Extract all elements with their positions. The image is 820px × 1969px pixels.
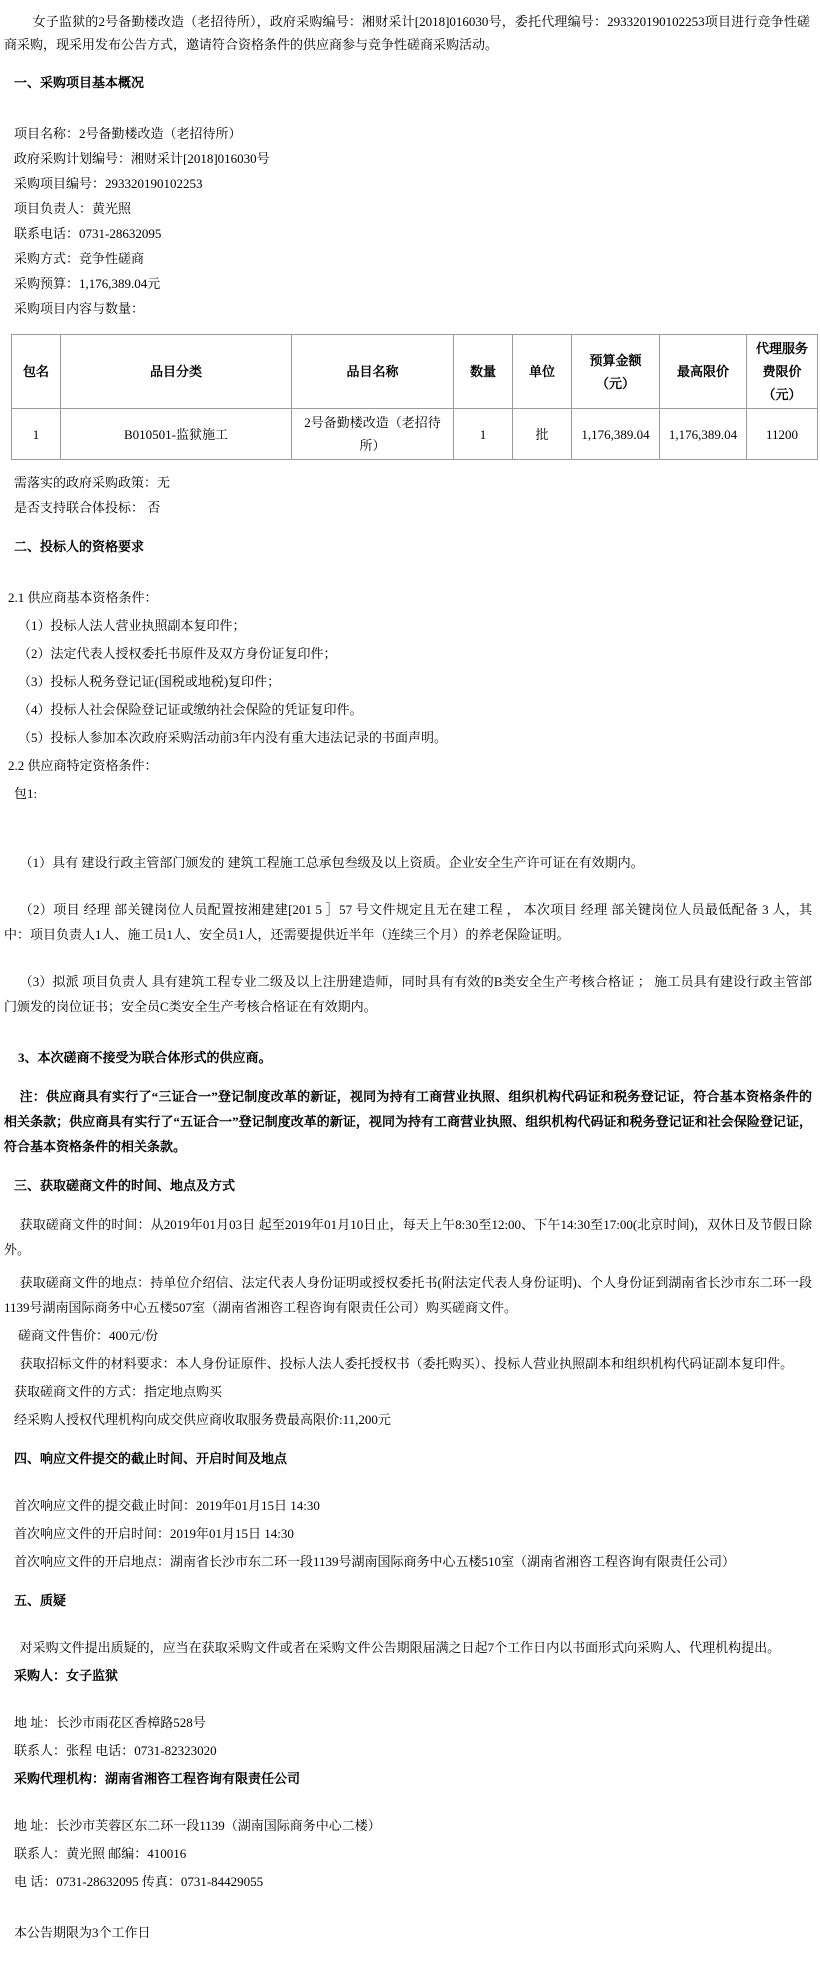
section-3-heading: 三、获取磋商文件的时间、地点及方式 (14, 1178, 236, 1193)
clause-2-2-label: 2.2 供应商特定资格条件： (8, 758, 158, 773)
col-header-quantity: 数量 (454, 335, 513, 409)
agency-heading: 采购代理机构：湖南省湘咨工程咨询有限责任公司 (14, 1771, 301, 1786)
objection-paragraph: 对采购文件提出质疑的，应当在获取采购文件或者在采购文件公告期限届满之日起7个工作日内以书面形式向采购人、代理机构提出。 (19, 1640, 781, 1655)
package-1-label: 包1: (14, 786, 38, 801)
policy-line: 需落实的政府采购政策：无 (14, 475, 171, 490)
cell-package: 1 (12, 409, 61, 460)
clause-2-1-label: 2.1 供应商基本资格条件： (8, 590, 158, 605)
col-header-package: 包名 (12, 335, 61, 409)
clause-3-no-consortium: 3、本次磋商不接受为联合体形式的供应商。 (18, 1050, 272, 1065)
cell-agency-fee: 11200 (747, 409, 818, 460)
project-name-line: 项目名称：2号备勤楼改造（老招待所） (14, 126, 242, 141)
col-header-max-price: 最高限价 (660, 335, 747, 409)
document-time-paragraph: 获取磋商文件的时间：从2019年01月03日 起至2019年01月10日止，每天上午8:30至12:00、下午14:30至17:00(北京时间)，双休日及节假日除外。 (4, 1217, 812, 1257)
cell-quantity: 1 (454, 409, 513, 460)
basic-condition-3: （3）投标人税务登记证(国税或地税)复印件； (18, 674, 281, 689)
cell-category: B010501-监狱施工 (61, 409, 292, 460)
basic-condition-5: （5）投标人参加本次政府采购活动前3年内没有重大违法记录的书面声明。 (18, 730, 448, 745)
specific-condition-2: （2）项目 经理 部关键岗位人员配置按湘建建[201 5 ］57 号文件规定且无在建工程 ， 本次项目 经理 部关键岗位人员最低配备 3 人，其中：项目负责人1人、施工员1人、安全员1人，还需要提供近半年（连续三个月）的养老保险证明。 (4, 902, 812, 942)
col-header-agency-fee: 代理服务费限价（元） (747, 335, 818, 409)
section-5-heading: 五、质疑 (14, 1593, 67, 1608)
intro-paragraph: 女子监狱的2号备勤楼改造（老招待所），政府采购编号：湘财采计[2018]016030号，委托代理编号：293320190102253项目进行竞争性磋商采购，现采用发布公告方式，邀请符合资格条件的供应商参与竞争性磋商采购活动。 (4, 14, 810, 52)
document-location-paragraph: 获取磋商文件的地点：持单位介绍信、法定代表人身份证明或授权委托书(附法定代表人身份证明)、个人身份证到湖南省长沙市东二环一段1139号湖南国际商务中心五楼507室（湖南省湘咨工程咨询有限责任公司）购买磋商文件。 (4, 1275, 812, 1315)
buyer-heading: 采购人：女子监狱 (14, 1668, 119, 1683)
agency-contact-line: 联系人：黄光照 邮编：410016 (14, 1846, 187, 1861)
col-header-item-name: 品目名称 (292, 335, 454, 409)
col-header-budget: 预算金额 （元） (572, 335, 660, 409)
specific-condition-1: （1）具有 建设行政主管部门颁发的 建筑工程施工总承包叁级及以上资质。企业安全生产许可证在有效期内。 (19, 855, 644, 870)
project-number-line: 采购项目编号：293320190102253 (14, 176, 203, 191)
table-row (12, 409, 818, 460)
agency-phone-line: 电 话：0731-28632095 传真：0731-84429055 (14, 1874, 264, 1889)
contents-quantity-label: 采购项目内容与数量： (14, 301, 145, 316)
table-header-row (12, 335, 818, 409)
section-2-heading: 二、投标人的资格要求 (14, 539, 145, 554)
material-requirement-line: 获取招标文件的材料要求：本人身份证原件、投标人法人委托授权书（委托购买）、投标人营业执照副本和组织机构代码证副本复印件。 (19, 1356, 794, 1371)
announcement-period-line: 本公告期限为3个工作日 (14, 1925, 151, 1940)
procurement-items-table (11, 334, 818, 460)
submission-deadline-line: 首次响应文件的提交截止时间：2019年01月15日 14:30 (14, 1498, 320, 1513)
opening-location-line: 首次响应文件的开启地点：湖南省长沙市东二环一段1139号湖南国际商务中心五楼510室（湖南省湘咨工程咨询有限责任公司） (14, 1554, 736, 1569)
procurement-method-line: 采购方式：竞争性磋商 (14, 251, 145, 266)
cell-item-name: 2号备勤楼改造（老招待所） (292, 409, 454, 460)
project-manager-line: 项目负责人：黄光照 (14, 201, 132, 216)
plan-number-line: 政府采购计划编号：湘财采计[2018]016030号 (14, 151, 270, 166)
cell-budget: 1,176,389.04 (572, 409, 660, 460)
basic-condition-2: （2）法定代表人授权委托书原件及双方身份证复印件； (18, 646, 337, 661)
budget-line: 采购预算：1,176,389.04元 (14, 276, 161, 291)
section-1-heading: 一、采购项目基本概况 (14, 75, 145, 90)
note-paragraph: 注：供应商具有实行了“三证合一”登记制度改革的新证，视同为持有工商营业执照、组织机构代码证和税务登记证，符合基本资格条件的相关条款；供应商具有实行了“五证合一”登记制度改革的新证，视同为持有工商营业执照、组织机构代码证和税务登记证和社会保险登记证，符合基本资格条件的相关条款。 (4, 1089, 812, 1154)
cell-unit: 批 (513, 409, 572, 460)
buyer-address-line: 地 址：长沙市雨花区香樟路528号 (14, 1715, 206, 1730)
basic-condition-4: （4）投标人社会保险登记证或缴纳社会保险的凭证复印件。 (18, 702, 363, 717)
buyer-contact-line: 联系人：张程 电话：0731-82323020 (14, 1743, 217, 1758)
section-4-heading: 四、响应文件提交的截止时间、开启时间及地点 (14, 1451, 288, 1466)
service-fee-line: 经采购人授权代理机构向成交供应商收取服务费最高限价:11,200元 (14, 1412, 391, 1427)
col-header-category: 品目分类 (61, 335, 292, 409)
col-header-unit: 单位 (513, 335, 572, 409)
agency-address-line: 地 址：长沙市芙蓉区东二环一段1139（湖南国际商务中心二楼） (14, 1818, 381, 1833)
joint-bid-line: 是否支持联合体投标： 否 (14, 500, 161, 515)
cell-max-price: 1,176,389.04 (660, 409, 747, 460)
specific-condition-3: （3）拟派 项目负责人 具有建筑工程专业二级及以上注册建造师，同时具有有效的B类安全生产考核合格证 ； 施工员具有建设行政主管部门颁发的岗位证书；安全员C类安全生产考核合格证在有效期内。 (4, 974, 812, 1014)
opening-time-line: 首次响应文件的开启时间：2019年01月15日 14:30 (14, 1526, 294, 1541)
basic-condition-1: （1）投标人法人营业执照副本复印件； (18, 618, 246, 633)
contact-phone-line: 联系电话：0731-28632095 (14, 226, 162, 241)
document-price-line: 磋商文件售价：400元/份 (18, 1328, 159, 1343)
document-method-line: 获取磋商文件的方式：指定地点购买 (14, 1384, 223, 1399)
